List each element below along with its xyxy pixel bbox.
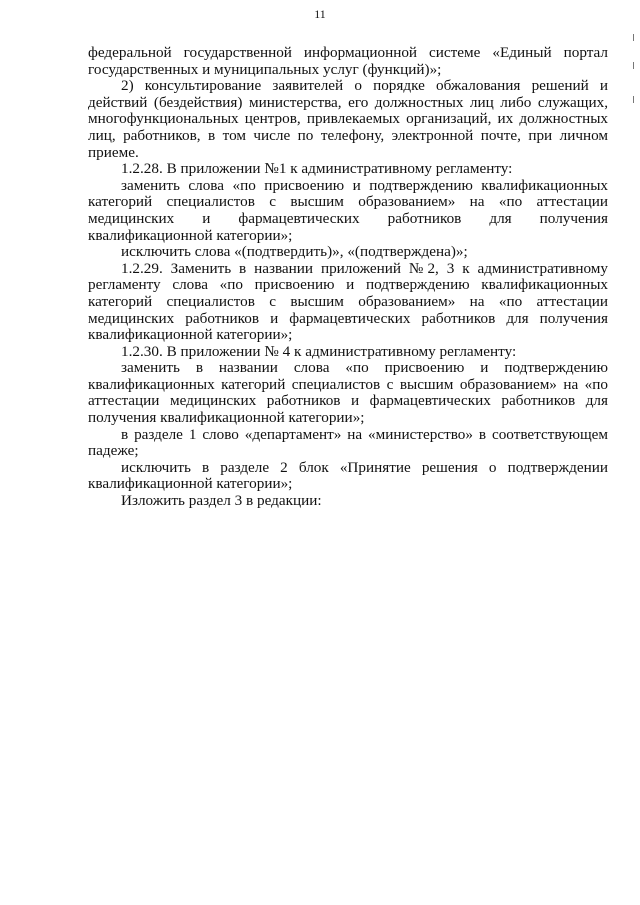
paragraph-section-2: исключить в разделе 2 блок «Принятие решения о подтверждении квалификационной категории»; bbox=[88, 458, 608, 493]
scan-edge-mark bbox=[633, 34, 638, 41]
paragraph-consultation: 2) консультирование заявителей о порядке обжалования решений и действий (бездействия) министерства, его должностных лиц либо служащих, многофункциональных центров, привлекаемых организаций, их должностных лиц, работников, в том числе по телефону, электронной почте, при личном приеме. bbox=[88, 77, 608, 161]
paragraph-replace-words-appendix-1: заменить слова «по присвоению и подтверждению квалификационных категорий специалистов с высшим образованием» на «по аттестации медицинских и фармацевтических работников для получения квалификационной категории»; bbox=[88, 176, 608, 244]
scan-edge-mark bbox=[633, 62, 638, 69]
document-body bbox=[88, 45, 608, 510]
paragraph-section-3: Изложить раздел 3 в редакции: bbox=[121, 492, 322, 510]
paragraph-replace-title-words: заменить в названии слова «по присвоению и подтверждению квалификационных категорий специалистов с высшим образованием» на «по аттестации медицинских работников и фармацевтических работников для получения квалификационной категории»; bbox=[88, 359, 608, 427]
paragraph-1-2-29: 1.2.29. Заменить в названии приложений №2, 3 к административному регламенту слова «по присвоению и подтверждению квалификационных категорий специалистов с высшим образованием» на «по аттестации медицинских работников и фармацевтических работников для получения квалификационной категории»; bbox=[88, 259, 608, 344]
page-number: 11 bbox=[314, 7, 326, 21]
scan-edge-mark bbox=[633, 96, 638, 103]
paragraph-exclude-words: исключить слова «(подтвердить)», «(подтверждена)»; bbox=[121, 243, 468, 261]
paragraph-1-2-30: 1.2.30. В приложении № 4 к административному регламенту: bbox=[121, 342, 517, 360]
paragraph-1-2-28: 1.2.28. В приложении №1 к административному регламенту: bbox=[121, 160, 513, 178]
paragraph-portal-continuation: федеральной государственной информационной системе «Единый портал государственных и муниципальных услуг (функций)»; bbox=[88, 44, 608, 78]
paragraph-section-1: в разделе 1 слово «департамент» на «министерство» в соответствующем падеже; bbox=[88, 425, 608, 460]
